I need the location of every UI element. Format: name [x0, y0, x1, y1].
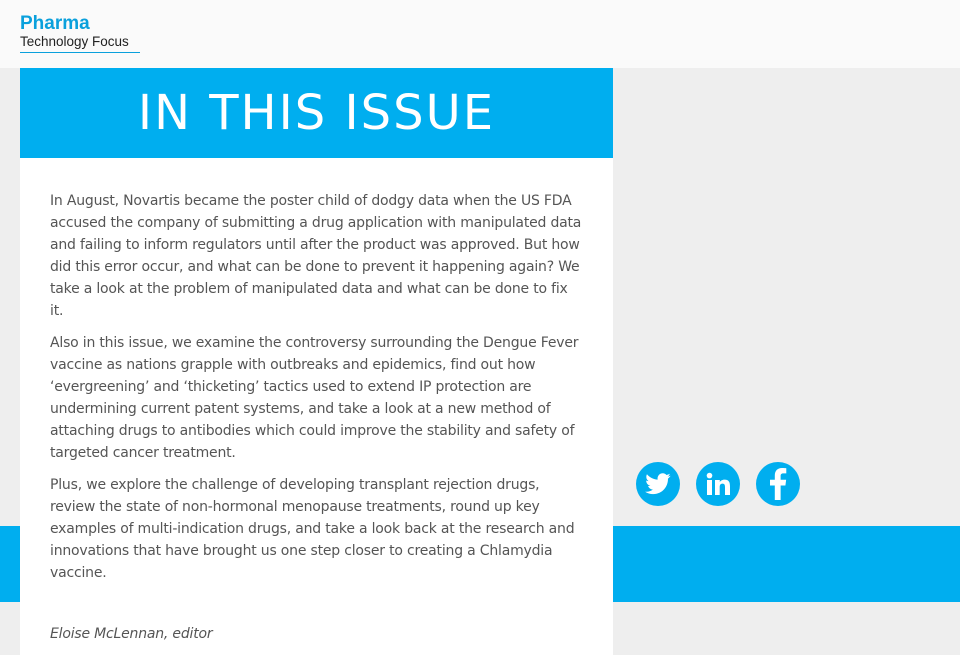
twitter-icon [645, 473, 671, 495]
site-header [0, 0, 960, 68]
article-content [20, 158, 613, 642]
social-links [636, 462, 800, 506]
article-paragraph: Plus, we explore the challenge of developing transplant rejection drugs, review the state of non-hormonal menopause treatments, round up key examples of multi-indication drugs, and take a look back at the research and innovations that have brought us one step closer to creating a Chlamydia vaccine. [50, 477, 575, 581]
issue-panel [20, 68, 613, 655]
site-logo[interactable] [20, 14, 140, 53]
editor-signature: Eloise McLennan, editor [50, 626, 213, 642]
article-paragraph: In August, Novartis became the poster child of dodgy data when the US FDA accused the company of submitting a drug application with manipulated data and failing to inform regulators until after the product was approved. But how did this error occur, and what can be done to prevent it happening again? We take a look at the problem of manipulated data and what can be done to fix it. [50, 193, 582, 319]
article-paragraph: Also in this issue, we examine the controversy surrounding the Dengue Fever vaccine as nations grapple with outbreaks and epidemics, find out how ‘evergreening’ and ‘thicketing’ tactics used to extend IP protection are undermining current patent systems, and take a look at a new method of attaching drugs to antibodies which could improve the stability and safety of targeted cancer treatment. [50, 335, 579, 461]
linkedin-button[interactable] [696, 462, 740, 506]
linkedin-icon [706, 472, 730, 496]
logo-title: Pharma [20, 13, 90, 34]
facebook-button[interactable] [756, 462, 800, 506]
banner-title: IN THIS ISSUE [137, 85, 496, 141]
issue-banner [20, 68, 613, 158]
facebook-icon [769, 468, 787, 500]
logo-subtitle: Technology Focus [20, 34, 140, 53]
twitter-button[interactable] [636, 462, 680, 506]
